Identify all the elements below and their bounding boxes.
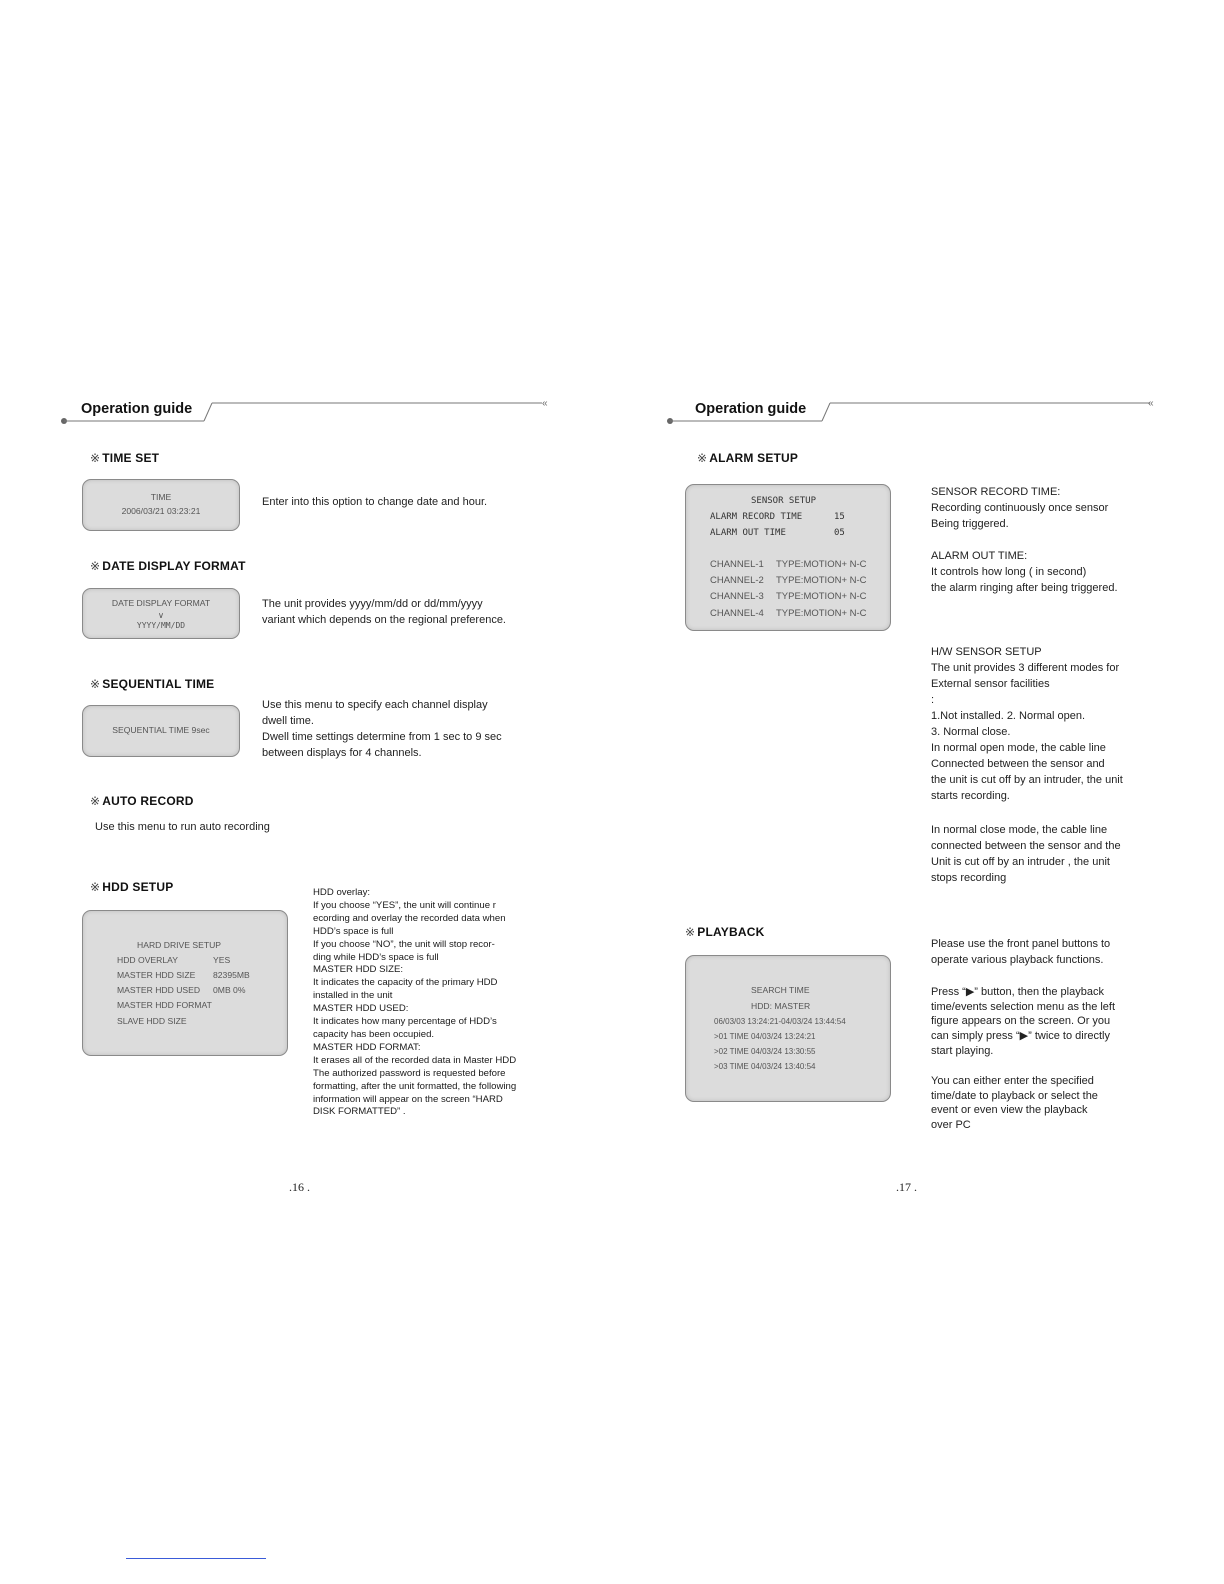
alarm-record-time-label: ALARM RECORD TIME — [710, 512, 803, 522]
date-display-format-screen — [82, 588, 240, 639]
hdd-row-label: MASTER HDD FORMAT — [117, 1000, 212, 1010]
hdd-row-label: SLAVE HDD SIZE — [117, 1016, 187, 1026]
section-marker-icon: ※ — [90, 794, 101, 808]
svg-text:«: « — [1148, 398, 1154, 409]
sensor-screen-title: SENSOR SETUP — [751, 496, 817, 506]
right-page-number: .17 . — [896, 1180, 917, 1194]
hdd-setup-screen — [82, 910, 288, 1056]
section-marker-icon: ※ — [90, 880, 101, 894]
sequential-time-screen-value: SEQUENTIAL TIME 9sec — [112, 725, 210, 735]
search-time-screen-range: 06/03/03 13:24:21-04/03/24 13:44:54 — [714, 1017, 846, 1026]
channel-type: TYPE:MOTION+ N-C — [776, 575, 867, 586]
date-format-screen-arrow: ∨ — [157, 610, 165, 620]
time-set-screen-label: TIME — [150, 492, 172, 502]
channel-type: TYPE:MOTION+ N-C — [776, 591, 867, 602]
left-page-number: .16 . — [289, 1180, 310, 1194]
playback-title: ※ PLAYBACK — [685, 925, 765, 939]
svg-text:«: « — [542, 398, 548, 409]
date-display-format-description: The unit provides yyyy/mm/dd or dd/mm/yyyy variant which depends on the regional preference. — [262, 598, 506, 626]
auto-record-description: Use this menu to run auto recording — [95, 821, 270, 833]
sensor-record-time-text: SENSOR RECORD TIME: Recording continuously once sensor Being triggered. — [931, 486, 1109, 530]
alarm-record-time-value: 15 — [834, 512, 845, 522]
search-time-entry: >03 TIME 04/03/24 13:40:54 — [714, 1062, 816, 1071]
channel-type: TYPE:MOTION+ N-C — [776, 559, 867, 570]
date-format-screen-label: DATE DISPLAY FORMAT — [111, 598, 211, 608]
normal-close-text: In normal close mode, the cable line connected between the sensor and the Unit is cut off by an intruder , the unit stops recording — [931, 824, 1121, 884]
hdd-row-value: 0MB 0% — [213, 985, 246, 995]
section-marker-icon: ※ — [697, 451, 708, 465]
date-display-format-title: ※ DATE DISPLAY FORMAT — [90, 559, 246, 573]
left-header-title: Operation guide — [81, 401, 193, 417]
search-time-entry: >02 TIME 04/03/24 13:30:55 — [714, 1047, 816, 1056]
channel-name: CHANNEL-3 — [710, 591, 764, 602]
search-time-screen-title: SEARCH TIME — [751, 985, 810, 995]
time-set-screen — [82, 479, 240, 531]
hdd-row-value: 82395MB — [213, 970, 250, 980]
sequential-time-title: ※ SEQUENTIAL TIME — [90, 677, 215, 691]
hdd-screen-title: HARD DRIVE SETUP — [137, 940, 222, 950]
alarm-setup-title: ※ ALARM SETUP — [697, 451, 799, 465]
auto-record-title: ※ AUTO RECORD — [90, 794, 194, 808]
alarm-out-time-text: ALARM OUT TIME: It controls how long ( in second) the alarm ringing after being triggered. — [931, 550, 1118, 594]
section-marker-icon: ※ — [90, 677, 101, 691]
hdd-row-value: YES — [213, 955, 231, 965]
hdd-setup-title: ※ HDD SETUP — [90, 880, 174, 894]
channel-name: CHANNEL-4 — [710, 608, 764, 619]
channel-name: CHANNEL-2 — [710, 575, 764, 586]
hdd-row-label: MASTER HDD USED — [117, 985, 201, 995]
date-format-screen-value: YYYY/MM/DD — [136, 621, 186, 630]
hw-sensor-setup-text: H/W SENSOR SETUP The unit provides 3 different modes for External sensor facilities : 1.Not installed. 2. Normal open. 3. Normal close. In normal open mode, the cable line Connected between the sensor and the unit is cut off by an intruder, the unit starts recording. — [931, 646, 1123, 802]
time-set-description: Enter into this option to change date and hour. — [262, 496, 488, 508]
sensor-setup-screen — [685, 484, 891, 631]
channel-type: TYPE:MOTION+ N-C — [776, 608, 867, 619]
right-header-title: Operation guide — [695, 401, 807, 417]
playback-intro-text: Please use the front panel buttons to operate various playback functions. — [931, 938, 1111, 966]
bottom-underline — [126, 1558, 266, 1559]
hdd-row-label: MASTER HDD SIZE — [117, 970, 196, 980]
section-marker-icon: ※ — [685, 925, 696, 939]
hdd-setup-description: HDD overlay: If you choose “YES”, the unit will continue r ecording and overlay the recorded data when HDD’s space is full If you choose “NO”, the unit will stop recor- ding while HDD’s space is full MASTER HDD SIZE: It indicates the capacity of the primary HDD installed in the unit MASTER HDD USED: It indicates how many percentage of HDD’s capacity has been occupied. MASTER HDD FORMAT: It erases all of the recorded data in Master HDD The authorized password is requested before formatting, after the unit formatted, the following information will appear on the screen “HARD DISK FORMATTED” . — [313, 887, 517, 1118]
playback-press-text: Press “▶” button, then the playback time/events selection menu as the left figure appears on the screen. Or you can simply press “▶” twice to directly start playing. — [931, 986, 1116, 1057]
alarm-out-time-value: 05 — [834, 528, 845, 538]
section-marker-icon: ※ — [90, 451, 101, 465]
search-time-screen — [685, 955, 891, 1102]
section-marker-icon: ※ — [90, 559, 101, 573]
alarm-out-time-label: ALARM OUT TIME — [710, 528, 786, 538]
sequential-time-description: Use this menu to specify each channel display dwell time. Dwell time settings determine from 1 sec to 9 sec between displays for 4 channels. — [262, 699, 502, 759]
time-set-title: ※ TIME SET — [90, 451, 160, 465]
time-set-screen-value: 2006/03/21 03:23:21 — [121, 506, 201, 516]
playback-either-text: You can either enter the specified time/date to playback or select the event or even view the playback over PC — [931, 1075, 1098, 1132]
search-time-screen-hdd: HDD: MASTER — [751, 1001, 811, 1011]
channel-name: CHANNEL-1 — [710, 559, 764, 570]
sequential-time-screen — [82, 705, 240, 757]
hdd-row-label: HDD OVERLAY — [117, 955, 178, 965]
search-time-entry: >01 TIME 04/03/24 13:24:21 — [714, 1032, 816, 1041]
